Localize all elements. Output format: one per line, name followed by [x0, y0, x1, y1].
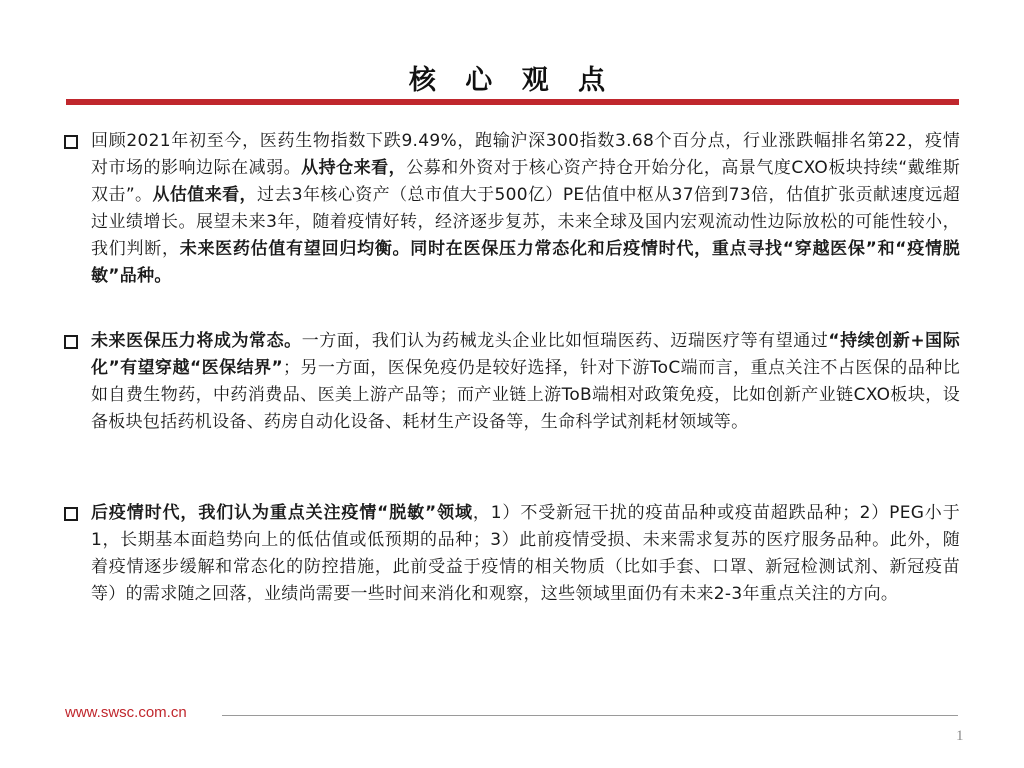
bullet-item-3: [64, 500, 960, 608]
title-underline: [66, 99, 959, 105]
slide-title: 核 心 观 点: [408, 65, 616, 96]
text-segment: ；另一方面，医保免疫仍是较好选择，针对下游ToC端而言，重点关注不占医保的品种比如自费生物药，中药消费品、医美上游产品等；而产业链上游ToB端相对政策免疫，比如创新产业链CXO板块，设备板块包括药机设备、药房自动化设备、耗材生产设备等，生命科学试剂耗材领域等。: [91, 358, 960, 432]
text-segment: ，1）不受新冠干扰的疫苗品种或疫苗超跌品种；2）PEG小于1，长期基本面趋势向上的低估值或低预期的品种；3）此前疫情受损、未来需求复苏的医疗服务品种。此外，随着疫情逐步缓解和常态化的防控措施，此前受益于疫情的相关物质（比如手套、口罩、新冠检测试剂、新冠疫苗等）的需求随之回落，业绩尚需要一些时间来消化和观察，这些领域里面仍有未来2-3年重点关注的方向。: [91, 503, 960, 604]
text-segment: 过去3年核心资产（总市值大于500亿）PE估值中枢从37倍到73倍，估值扩张贡献速度远超过业绩增长。展望未来3年，随着疫情好转，经济逐步复苏，未来全球及国内宏观流动性边际放松的可能性较小，我们判断，: [91, 185, 960, 259]
bold-text-segment: “持续创新+国际化”有望穿越“医保结界”: [91, 331, 961, 378]
text-segment: 一方面，我们认为药械龙头企业比如恒瑞医药、迈瑞医疗等有望通过: [301, 331, 829, 351]
text-segment: 回顾2021年初至今，医药生物指数下跌9.49%，跑输沪深300指数3.68个百分点，行业涨跌幅排名第22，疫情对市场的影响边际在减弱。: [91, 131, 960, 178]
bold-text-segment: 未来医药估值有望回归均衡。同时在医保压力常态化和后疫情时代，重点寻找“穿越医保”和“疫情脱敏”品种。: [91, 239, 960, 286]
bold-text-segment: 从持仓来看，: [301, 158, 407, 178]
bold-text-segment: 从估值来看，: [152, 185, 257, 205]
page-number: 1: [956, 728, 964, 744]
square-bullet-icon: [64, 507, 78, 521]
footer-divider: [222, 715, 958, 716]
bullet-text: [91, 328, 960, 436]
text-segment: 公募和外资对于核心资产持仓开始分化，高景气度CXO板块持续“戴维斯双击”。: [91, 158, 960, 205]
bold-text-segment: 后疫情时代，我们认为重点关注疫情“脱敏”领域: [91, 503, 473, 523]
footer-website-link[interactable]: www.swsc.com.cn: [65, 704, 187, 721]
bullet-text: [91, 128, 960, 290]
square-bullet-icon: [64, 335, 78, 349]
square-bullet-icon: [64, 135, 78, 149]
bold-text-segment: 未来医保压力将成为常态。: [91, 331, 302, 351]
bullet-item-2: [64, 328, 960, 436]
bullet-item-1: [64, 128, 960, 290]
bullet-text: [91, 500, 960, 608]
